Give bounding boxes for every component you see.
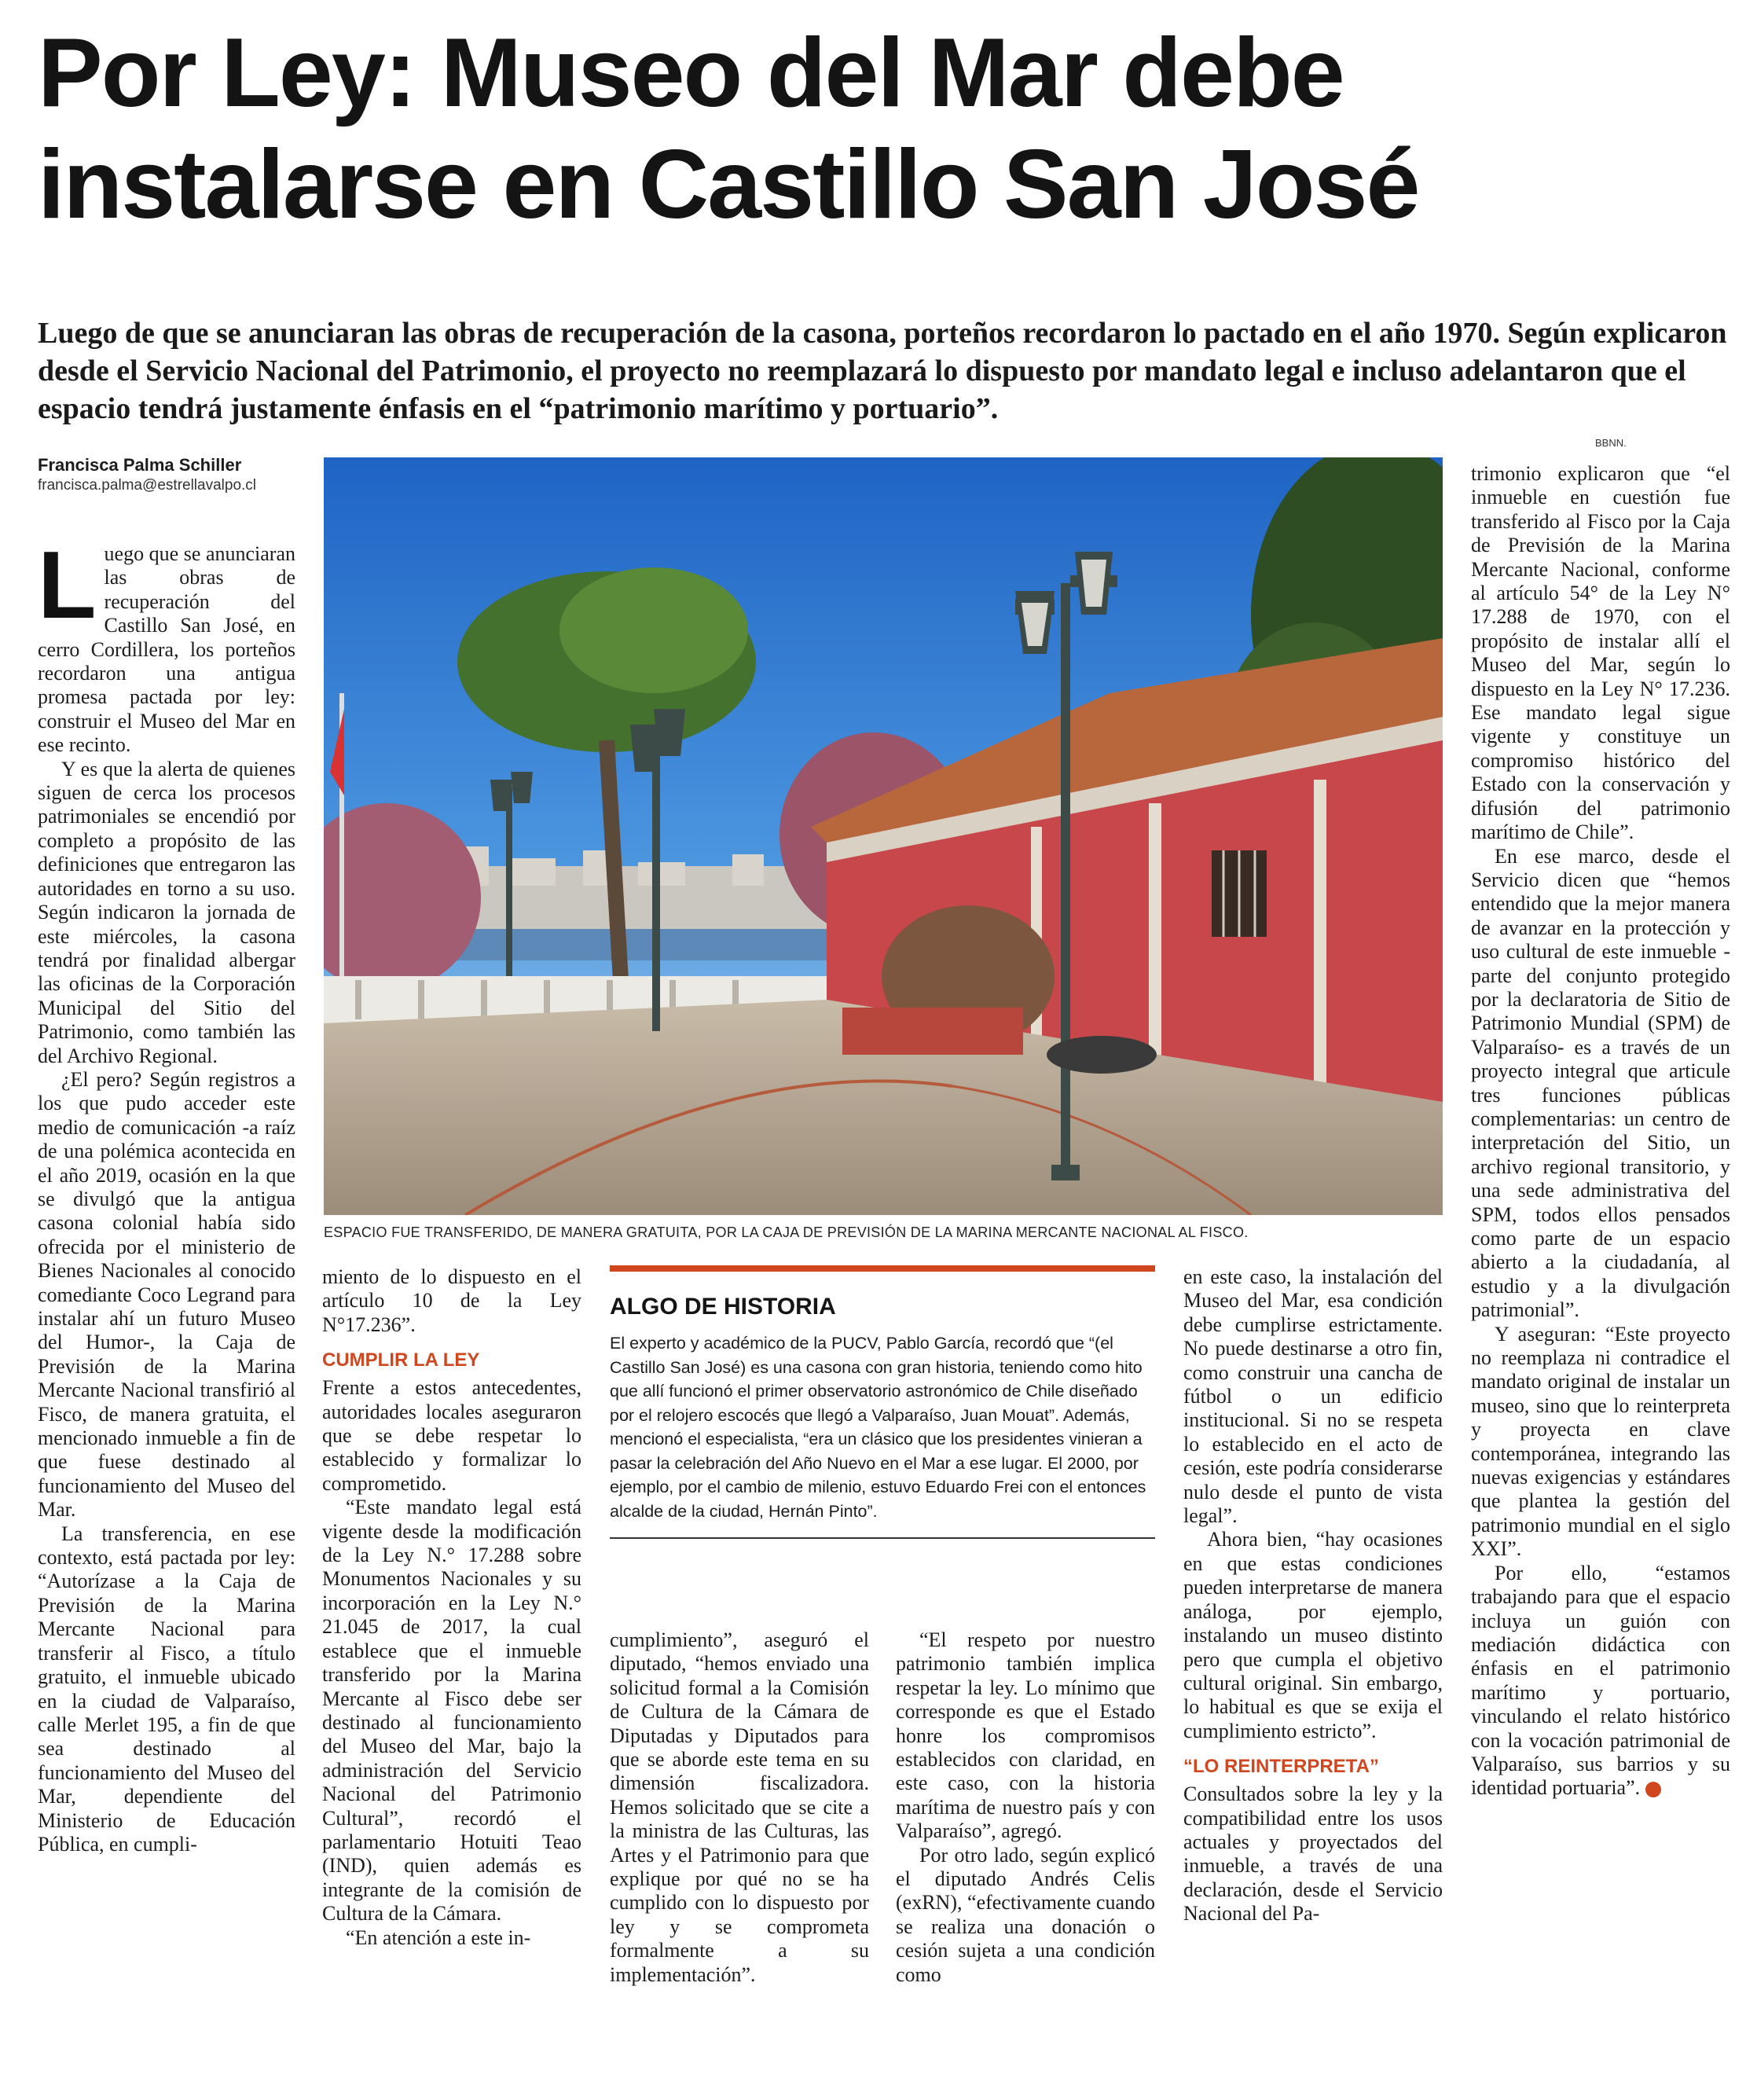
history-box (610, 1265, 1155, 1539)
article-column-4 (896, 1628, 1155, 1987)
paragraph: Frente a estos antecedentes, autoridades locales aseguraron que se debe respetar lo establecido y formalizar lo comprometido. (322, 1376, 581, 1495)
photo-credit: BBNN. (1595, 437, 1627, 449)
paragraph: Por otro lado, según explicó el diputado Andrés Celis (exRN), “efectivamente cuando se realiza una donación o cesión sujeta a una condición como (896, 1843, 1155, 1986)
paragraph: miento de lo dispuesto en el artículo 10 de la Ley N°17.236”. (322, 1265, 581, 1336)
paragraph-text: Por ello, “estamos trabajando para que el espacio incluya un guión con mediación didáctica con énfasis en el patrimonio marítimo y portuario, vinculando el relato histórico con la vocación patrimonial de Valparaíso, sus barrios y su identidad portuaria”. (1471, 1561, 1730, 1800)
article-column-1 (38, 531, 295, 1856)
paragraph: “En atención a este in- (346, 1926, 531, 1949)
paragraph (1471, 1562, 1730, 1801)
history-body: El experto y académico de la PUCV, Pablo García, recordó que “(el Castillo San José) es una casona con gran historia, teniendo como hito que allí funcionó el primer observatorio astronómico de Chile diseñado por el relojero escocés que llegó a Valparaíso, Juan Mouat”. Además, mencionó el especialista, “era un clásico que los presidentes vinieran a pasar la celebración del Año Nuevo en el Mar a ese lugar. El 2000, por ejemplo, por el cambio de milenio, estuvo Eduardo Frei con el entonces alcalde de la ciudad, Hernán Pinto”. (610, 1334, 1146, 1521)
paragraph: La transferencia, en ese contexto, está pactada por ley: “Autorízase a la Caja de Previsión de la Marina Mercante Nacional para transferir al Fisco, a título gratuito, el inmueble ubicado en la ciudad de Valparaíso, calle Merlet 195, a fin de que sea destinado al funcionamiento del Museo del Mar, dependiente del Ministerio de Educación Pública, en cumpli- (38, 1522, 295, 1856)
article-column-6 (1471, 462, 1730, 1801)
headline: Por Ley: Museo del Mar debe instalarse en Castillo San José (38, 19, 1419, 239)
paragraph: Y es que la alerta de quienes siguen de cerca los procesos patrimoniales se encendió por completo a propósito de las definiciones que entregaron las autoridades en torno a su uso. Según indicaron la jornada de este miércoles, la casona tendrá por finalidad albergar las oficinas de la Corporación Municipal del Sitio del Patrimonio, como también las del Archivo Regional. (38, 757, 295, 1067)
article-column-2 (322, 1265, 581, 1950)
article-column-3 (610, 1628, 869, 1987)
article-column-5 (1183, 1265, 1443, 1926)
author-email[interactable]: francisca.palma@estrellavalpo.cl (38, 477, 257, 494)
author-name: Francisca Palma Schiller (38, 455, 242, 475)
photo-caption: ESPACIO FUE TRANSFERIDO, DE MANERA GRATUITA, POR LA CAJA DE PREVISIÓN DE LA MARINA MERCANTE NACIONAL AL FISCO. (324, 1224, 1249, 1240)
section-subheading: “LO REINTERPRETA” (1183, 1756, 1379, 1778)
end-of-article-icon: ✿ (1645, 1782, 1661, 1797)
lead-paragraph: Luego de que se anunciaran las obras de recuperación de la casona, porteños recordaron lo pactado en el año 1970. Según explicaron desde el Servicio Nacional del Patrimonio, el proyecto no reemplazará lo dispuesto por mandato legal e incluso adelantaron que el espacio tendrá justamente énfasis en el “patrimonio marítimo y portuario”. (38, 317, 1727, 425)
history-divider (610, 1537, 1155, 1539)
paragraph: Ahora bien, “hay ocasiones en que estas condiciones pueden interpretarse de manera análoga, por ejemplo, instalando un museo distinto pero que cumpla el objetivo cultural original. Sin embargo, lo habitual es que se exija el cumplimiento estricto”. (1183, 1528, 1443, 1742)
history-title: ALGO DE HISTORIA (610, 1294, 836, 1320)
history-accent-bar (610, 1265, 1155, 1272)
paragraph: trimonio explicaron que “el inmueble en cuestión fue transferido al Fisco por la Caja de Previsión de la Marina Mercante Nacional, conforme al artículo 54° de la Ley N° 17.288 de 1970, con el propósito de instalar allí el Museo del Mar, según lo dispuesto en la Ley N° 17.236. Ese mandato legal sigue vigente y constituye un compromiso histórico del Estado con la conservación y difusión del patrimonio marítimo de Chile”. (1471, 462, 1730, 844)
paragraph: “El respeto por nuestro patrimonio también implica respetar la ley. Lo mínimo que corresponde es que el Estado honre los compromisos establecidos con claridad, en este caso, con la historia marítima de nuestro país y con Valparaíso”, agregó. (896, 1628, 1155, 1843)
drop-cap: L (38, 531, 97, 638)
paragraph: Consultados sobre la ley y la compatibilidad entre los usos actuales y proyectados del inmueble, a través de una declaración, desde el Servicio Nacional del Pa- (1183, 1782, 1443, 1926)
byline (38, 454, 305, 495)
paragraph-text: uego que se anunciaran las obras de recuperación del Castillo San José, en cerro Cordillera, los porteños recordaron una antigua promesa pactada por ley: construir el Museo del Mar en ese recinto. (38, 542, 295, 757)
article-photo (324, 457, 1443, 1215)
paragraph (38, 531, 295, 758)
paragraph: en este caso, la instalación del Museo del Mar, esa condición debe cumplirse estrictamente. No puede destinarse a otro fin, como construir una cancha de fútbol o un edificio institucional. Si no se respeta lo establecido en el acto de cesión, este podría considerarse nulo desde el punto de vista legal”. (1183, 1265, 1443, 1528)
paragraph: En ese marco, desde el Servicio dicen que “hemos entendido que la mejor manera de avanzar en la protección y uso cultural de este inmueble -parte del conjunto protegido por la declaratoria de Sitio de Patrimonio Mundial (SPM) de Valparaíso- es a través de un proyecto integral que articule tres funciones públicas complementarias: un centro de interpretación del Sitio, un archivo regional transitorio, y una sede administrativa del SPM, todos ellos pensados como parte de un espacio abierto a la ciudadanía, al estudio y a la divulgación patrimonial”. (1471, 844, 1730, 1322)
paragraph: ¿El pero? Según registros a los que pudo acceder este medio de comunicación -a raíz de una polémica acontecida en el año 2019, ocasión en la que se divulgó que la antigua casona colonial había sido ofrecida por el ministerio de Bienes Nacionales al conocido comediante Coco Legrand para instalar ahí un futuro Museo del Humor-, la Caja de Previsión de la Marina Mercante Nacional transfirió al Fisco, de manera gratuita, el mencionado inmueble a fin de que fuese destinado al funcionamiento del Museo del Mar. (38, 1067, 295, 1522)
paragraph: Y aseguran: “Este proyecto no reemplaza ni contradice el mandato original de instalar un museo, sino que lo reinterpreta y proyecta en clave contemporánea, integrando las nuevas exigencias y estándares que plantea la gestión del patrimonio mundial en el siglo XXI”. (1471, 1322, 1730, 1561)
paragraph: cumplimiento”, aseguró el diputado, “hemos enviado una solicitud formal a la Comisión de Cultura de la Cámara de Diputadas y Diputados para que se aborde este tema en su dimensión fiscalizadora. Hemos solicitado que se cite a la ministra de las Culturas, las Artes y el Patrimonio para que explique por qué no se ha cumplido con lo dispuesto por ley y se comprometa formalmente a su implementación”. (610, 1628, 869, 1986)
paragraph: “Este mandato legal está vigente desde la modificación de la Ley N.° 17.288 sobre Monumentos Nacionales y su incorporación en la Ley N.° 21.045 de 2017, la cual establece que el inmueble transferido por la Marina Mercante al Fisco debe ser destinado al funcionamiento del Museo del Mar, bajo la administración del Servicio Nacional del Patrimonio Cultural”, recordó el parlamentario Hotuiti Teao (IND), quien además es integrante de la comisión de Cultura de la Cámara. (322, 1496, 581, 1926)
section-subheading: CUMPLIR LA LEY (322, 1349, 480, 1371)
